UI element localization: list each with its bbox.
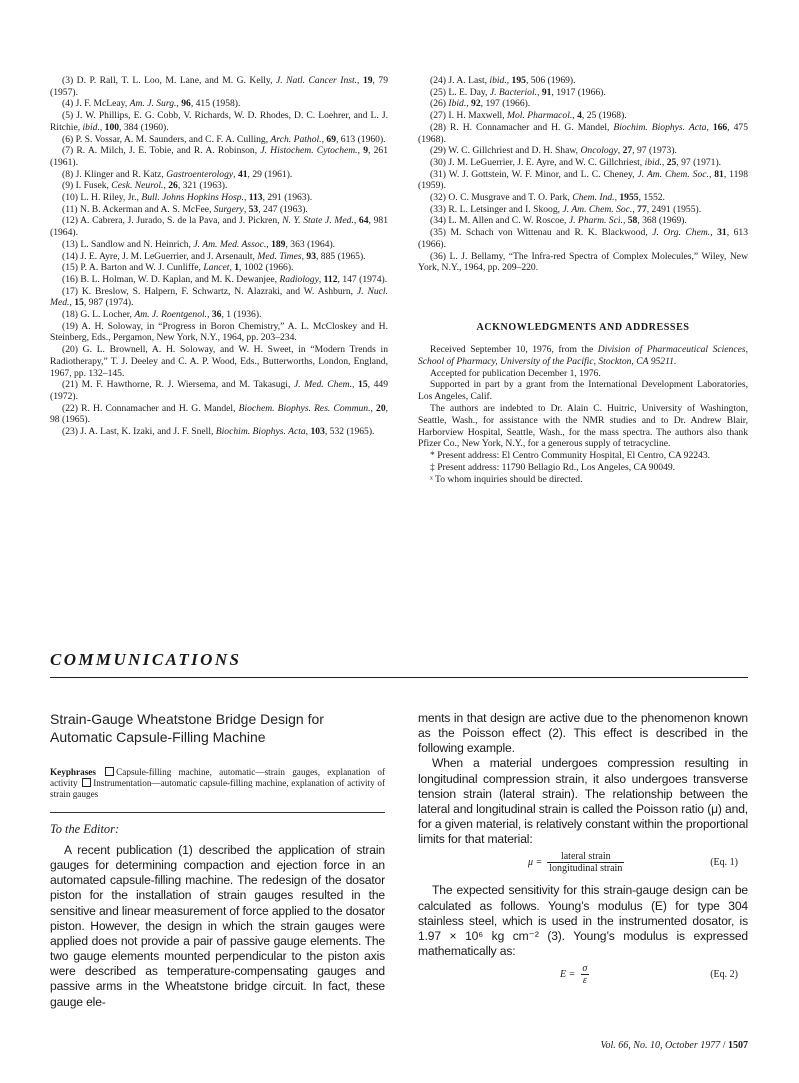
reference-item: (25) L. E. Day, J. Bacteriol., 91, 1917 (1966).	[430, 86, 606, 98]
body-left-column	[50, 843, 385, 1010]
reference-item: (29) W. C. Gillchriest and D. H. Shaw, Oncology, 27, 97 (1973).	[430, 145, 677, 157]
reference-item: (28) R. H. Connamacher and H. G. Mandel, Biochim. Biophys. Acta, 166, 475 (1968).	[418, 121, 748, 145]
reference-item: (11) N. B. Ackerman and A. S. McFee, Surgery, 53, 247 (1963).	[62, 203, 308, 215]
eq2-lhs: E =	[560, 969, 576, 981]
reference-item: (34) L. M. Allen and C. W. Roscoe, J. Pharm. Sci., 58, 368 (1969).	[430, 215, 687, 227]
paragraph-2: ments in that design are active due to the phenomenon known as the Poisson effect (2). This effect is described in the following example.	[418, 711, 748, 756]
reference-item: (17) K. Breslow, S. Halpern, F. Schwartz, N. Alazraki, and W. Ashburn, J. Nucl. Med., 15, 987 (1974).	[50, 285, 388, 309]
eq1-label: (Eq. 1)	[710, 857, 738, 869]
reference-item: (14) J. E. Ayre, J. M. LeGuerrier, and J. Arsenault, Med. Times, 93, 885 (1965).	[62, 250, 366, 262]
salutation: To the Editor:	[50, 822, 120, 836]
section-title: COMMUNICATIONS	[50, 650, 242, 669]
received-note: Received September 10, 1976, from the Division of Pharmaceutical Sciences, School of Pharmacy, University of the Pacific, Stockton, CA 95211.	[418, 344, 748, 367]
reference-item: (16) B. L. Holman, W. D. Kaplan, and M. K. Dewanjee, Radiology, 112, 147 (1974).	[62, 273, 388, 285]
reference-item: (27) I. H. Maxwell, Mol. Pharmacol., 4, 25 (1968).	[430, 110, 627, 122]
eq1-lhs: μ =	[528, 857, 543, 869]
reference-item: (31) W. J. Gottstein, W. F. Minor, and L. C. Cheney, J. Am. Chem. Soc., 81, 1198 (1959).	[418, 168, 748, 192]
paragraph-1: A recent publication (1) described the application of strain gauges for determining compaction and ejection force in an automated capsule-filling machine. The redesign of the dosator piston for the installation of strain gauges resulted in the sensitive and linear measurement of force applied to the dosator piston. However, the design in which the strain gauges were applied does not provide a pair of passive gauge elements. The two gauge elements mounted perpendicular to the piston axis were described as temperature-compensating gauges and passive arms in the Wheatstone bridge circuit. In fact, these gauge ele-	[50, 843, 385, 1009]
thanks-note: The authors are indebted to Dr. Alain C. Huitric, University of Washington, Seattle, Wash., for assistance with the NMR studies and to Dr. Andrew Blair, Harborview Hospital, Seattle, Wash., for the mass spectra. The authors also thank Pfizer Co., New York, N.Y., for a generous supply of tetracycline.	[418, 402, 748, 450]
reference-item: (6) P. S. Vossar, A. M. Saunders, and C. F. A. Culling, Arch. Pathol., 69, 613 (1960).	[62, 133, 386, 145]
reference-item: (33) R. L. Letsinger and I. Skoog, J. Am. Chem. Soc., 77, 2491 (1955).	[430, 203, 702, 215]
reference-item: (35) M. Schach von Wittenau and R. K. Blackwood, J. Org. Chem., 31, 613 (1966).	[418, 227, 748, 250]
eq2-numerator: σ	[582, 963, 588, 975]
reference-item: (22) R. H. Connamacher and H. G. Mandel, Biochem. Biophys. Res. Commun., 20, 98 (1965).	[50, 402, 389, 426]
reference-item: (21) M. F. Hawthorne, R. J. Wiersema, and M. Takasugi, J. Med. Chem., 15, 449 (1972).	[50, 379, 388, 402]
present-address-1: * Present address: El Centro Community Hospital, El Centro, CA 92243.	[430, 450, 711, 462]
paragraph-4: The expected sensitivity for this strain-gauge design can be calculated as follows. Young’s modulus (E) for type 304 stainless steel, which is used in the instrumented dosator, is 1.97 × 10⁶ kg cm⁻² (3). Young’s modulus is expressed mathematically as:	[418, 883, 748, 959]
reference-item: (23) J. A. Last, K. Izaki, and J. F. Snell, Biochim. Biophys. Acta, 103, 532 (1965).	[62, 426, 375, 438]
section-divider	[50, 677, 748, 678]
reference-item: (9) I. Fusek, Cesk. Neurol., 26, 321 (1963).	[62, 180, 228, 192]
references-right-column	[418, 75, 748, 274]
reference-item: (36) L. J. Bellamy, “The Infra-red Spectra of Complex Molecules,” Wiley, New York, N.Y., 1964, pp. 209–220.	[418, 250, 748, 274]
reference-item: (4) J. F. McLeay, Am. J. Surg., 96, 415 (1958).	[62, 98, 241, 110]
reference-item: (32) O. C. Musgrave and T. O. Park, Chem. Ind., 1955, 1552.	[430, 192, 665, 204]
keyphrases-divider	[50, 812, 385, 813]
reference-item: (12) A. Cabrera, J. Jurado, S. de la Pava, and J. Pickren, N. Y. State J. Med., 64, 981 (1964).	[50, 215, 388, 239]
reference-item: (7) R. A. Milch, J. E. Tobie, and R. A. Robinson, J. Histochem. Cytochem., 9, 261 (1961).	[50, 145, 388, 168]
eq1-numerator: lateral strain	[560, 851, 611, 863]
reference-item: (15) P. A. Barton and W. J. Cunliffe, Lancet, 1, 1002 (1966).	[62, 262, 294, 274]
reference-item: (26) Ibid., 92, 197 (1966).	[430, 98, 531, 110]
acknowledgments-body	[418, 344, 748, 486]
eq1-denominator: longitudinal strain	[549, 863, 623, 875]
reference-item: (5) J. W. Phillips, E. G. Cobb, V. Richards, W. D. Rhodes, D. C. Loehrer, and L. J. Ritchie, ibid., 100, 384 (1960).	[50, 110, 388, 133]
reference-item: (18) G. L. Locher, Am. J. Roentgenol., 36, 1 (1936).	[62, 309, 262, 321]
present-address-2: ‡ Present address: 11790 Bellagio Rd., Los Angeles, CA 90049.	[430, 461, 676, 473]
reference-item: (8) J. Klinger and R. Katz, Gastroenterology, 41, 29 (1961).	[62, 168, 293, 180]
reference-item: (3) D. P. Rall, T. L. Loo, M. Lane, and M. G. Kelly, J. Natl. Cancer Inst., 19, 79 (1957).	[50, 75, 389, 98]
eq2-denominator: ε	[582, 975, 587, 987]
reference-item: (20) G. L. Brownell, A. H. Soloway, and W. H. Sweet, in “Modern Trends in Radiotherapy,” T. J. Deeley and C. A. P. Wood, Eds., Butterworths, London, England, 1967, pp. 132–145.	[50, 344, 388, 379]
reference-item: (13) L. Sandlow and N. Heinrich, J. Am. Med. Assoc., 189, 363 (1964).	[62, 238, 336, 250]
accepted-note: Accepted for publication December 1, 1976.	[430, 367, 601, 379]
reference-item: (24) J. A. Last, ibid., 195, 506 (1969).	[430, 75, 576, 86]
supported-note: Supported in part by a grant from the International Development Laboratories, Los Angeles, Calif.	[418, 379, 748, 403]
keyphrases: Keyphrases Capsule-filling machine, automatic—strain gauges, explanation of activity Instrumentation—automatic capsule-filling machine, explanation of activity of strain gauges	[50, 767, 386, 799]
reference-item: (19) A. H. Soloway, in “Progress in Boron Chemistry,” A. L. McCloskey and H. Steinberg, Eds., Pergamon, New York, N.Y., 1964, pp. 203–234.	[50, 320, 388, 344]
article-title: Strain-Gauge Wheatstone Bridge Design for Automatic Capsule-Filling Machine	[50, 711, 324, 745]
inquiries-note: ˣ To whom inquiries should be directed.	[430, 473, 583, 485]
body-right-column	[418, 711, 748, 993]
references-left-column	[50, 75, 388, 438]
equation-1	[418, 847, 748, 883]
equation-2	[418, 959, 748, 993]
reference-item: (10) L. H. Riley, Jr., Bull. Johns Hopkins Hosp., 113, 291 (1963).	[62, 192, 313, 204]
keyphrase-box-icon	[82, 778, 91, 787]
reference-item: (30) J. M. LeGuerrier, J. E. Ayre, and W. C. Gillchriest, ibid., 25, 97 (1971).	[430, 156, 722, 168]
keyphrase-box-icon	[105, 767, 114, 776]
eq2-label: (Eq. 2)	[710, 969, 738, 981]
paragraph-3: When a material undergoes compression resulting in longitudinal compression strain, it also undergoes transverse tension strain (lateral strain). The relationship between the lateral and longitudinal strain is called the Poisson ratio (μ) and, for a given material, is relatively constant within the proportional limits for that material:	[418, 756, 748, 847]
page-footer: Vol. 66, No. 10, October 1977 / 1507	[600, 1040, 748, 1051]
acknowledgments-heading: ACKNOWLEDGMENTS AND ADDRESSES	[476, 322, 690, 333]
